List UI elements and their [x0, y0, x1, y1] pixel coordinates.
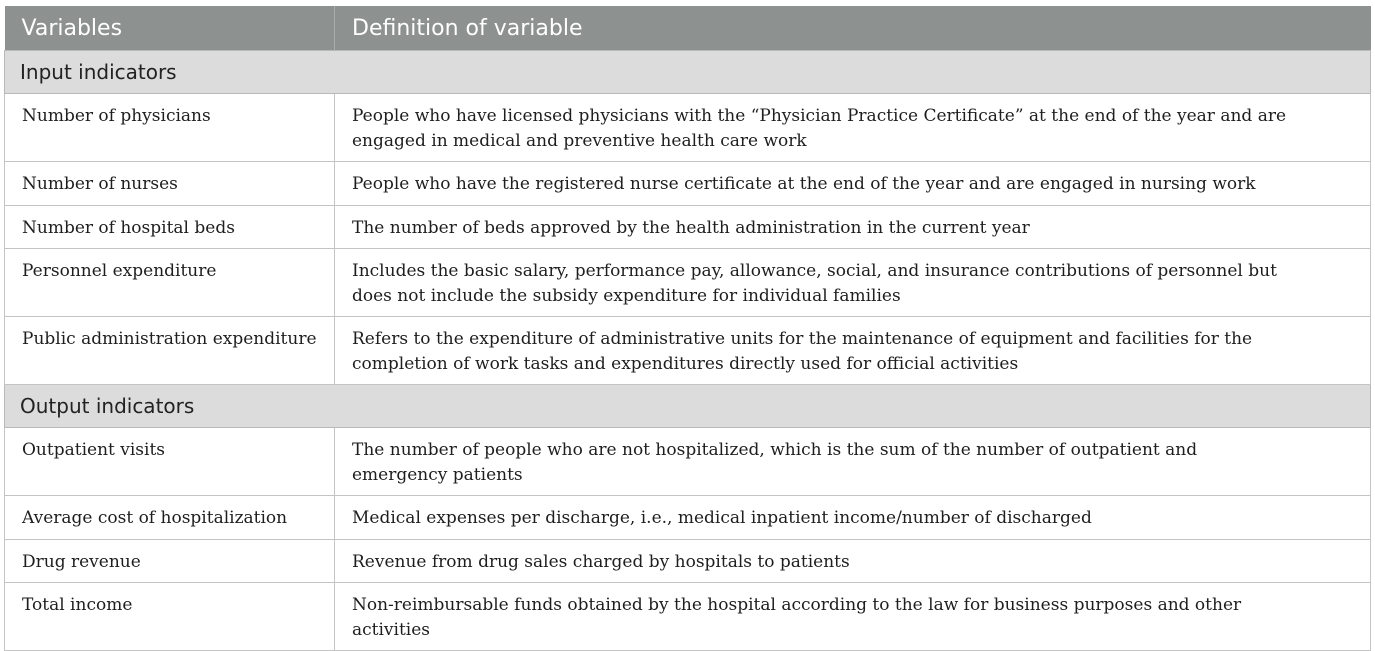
variable-cell: Number of nurses [5, 162, 335, 206]
table-row [5, 428, 1371, 496]
section-row-output [5, 385, 1371, 428]
variable-cell: Average cost of hospitalization [5, 496, 335, 540]
section-title: Input indicators [5, 51, 1371, 94]
header-row [5, 6, 1371, 51]
table-row [5, 94, 1371, 162]
column-header-variables: Variables [5, 6, 335, 51]
table-row [5, 249, 1371, 317]
definition-cell: The number of people who are not hospitalized, which is the sum of the number of outpatient and emergency patients [335, 428, 1371, 496]
table-row [5, 496, 1371, 540]
definition-cell: The number of beds approved by the health administration in the current year [335, 205, 1371, 249]
table-row [5, 205, 1371, 249]
variable-cell: Number of hospital beds [5, 205, 335, 249]
section-row-input [5, 51, 1371, 94]
variable-cell: Personnel expenditure [5, 249, 335, 317]
definition-cell: Medical expenses per discharge, i.e., medical inpatient income/number of discharged [335, 496, 1371, 540]
table-row [5, 583, 1371, 651]
definition-cell: People who have the registered nurse certificate at the end of the year and are engaged in nursing work [335, 162, 1371, 206]
variable-cell: Drug revenue [5, 539, 335, 583]
variables-table [4, 6, 1371, 651]
variable-cell: Outpatient visits [5, 428, 335, 496]
definition-cell: Non-reimbursable funds obtained by the hospital according to the law for business purposes and other activities [335, 583, 1371, 651]
table-row [5, 539, 1371, 583]
definition-cell: Refers to the expenditure of administrative units for the maintenance of equipment and facilities for the completion of work tasks and expenditures directly used for official activities [335, 317, 1371, 385]
table-row [5, 317, 1371, 385]
definition-cell: Includes the basic salary, performance pay, allowance, social, and insurance contributions of personnel but does not include the subsidy expenditure for individual families [335, 249, 1371, 317]
variable-cell: Total income [5, 583, 335, 651]
section-title: Output indicators [5, 385, 1371, 428]
variable-cell: Public administration expenditure [5, 317, 335, 385]
definition-cell: People who have licensed physicians with the “Physician Practice Certificate” at the end of the year and are engaged in medical and preventive health care work [335, 94, 1371, 162]
table-row [5, 162, 1371, 206]
definition-cell: Revenue from drug sales charged by hospitals to patients [335, 539, 1371, 583]
column-header-definition: Definition of variable [335, 6, 1371, 51]
variable-cell: Number of physicians [5, 94, 335, 162]
